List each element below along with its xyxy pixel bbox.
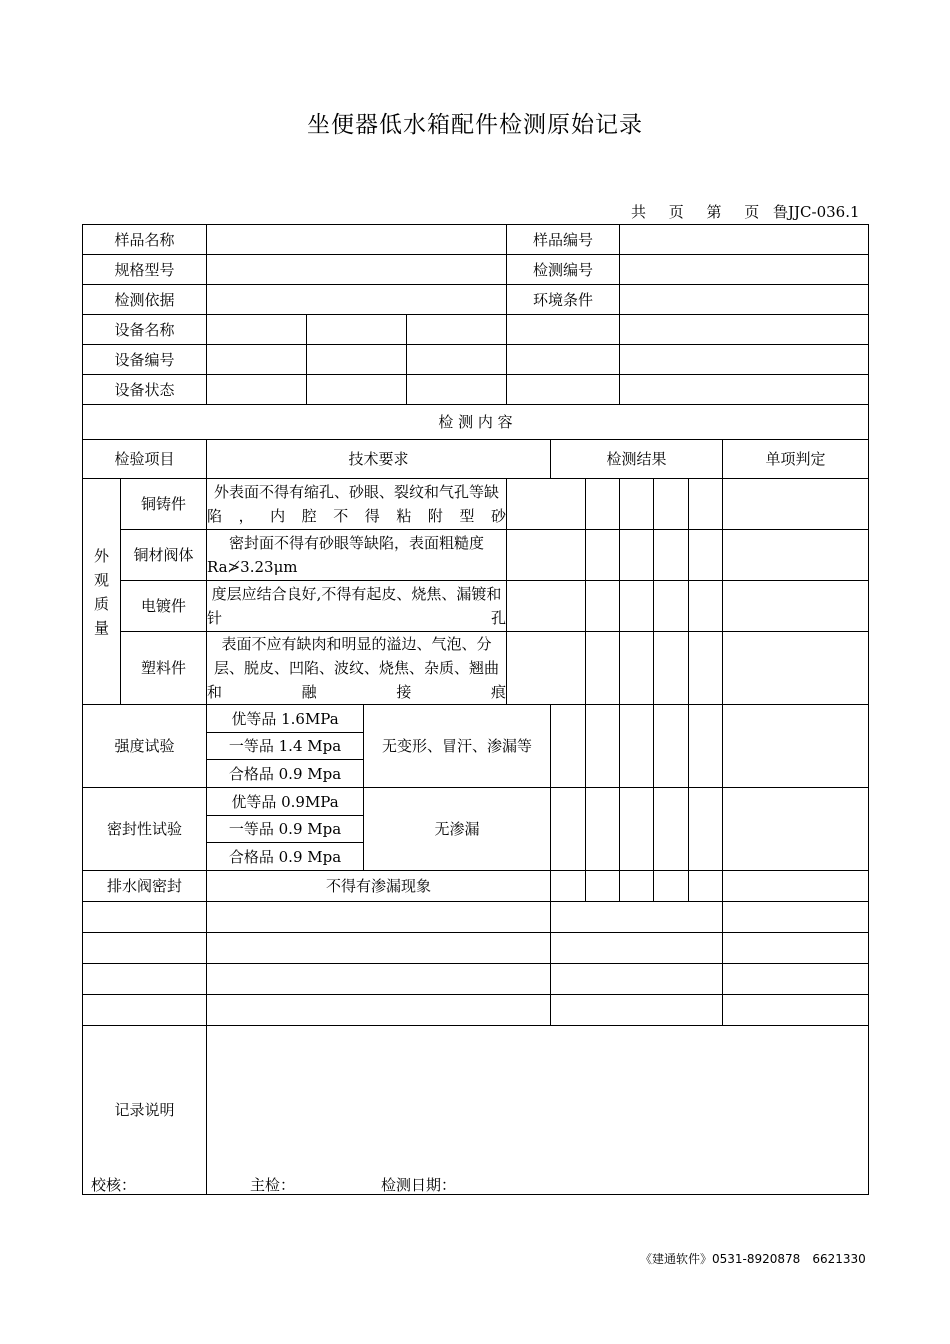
field-equip-no-2[interactable] [307,345,407,375]
blank-result-cell[interactable] [551,933,723,964]
appearance-requirement: 表面不应有缺肉和明显的溢边、气泡、分层、脱皮、凹陷、波纹、烧焦、杂质、翘曲和融接痕 [207,632,507,705]
blank-requirement-cell[interactable] [207,933,551,964]
result-cell[interactable] [551,788,586,871]
field-spec-model[interactable] [207,255,507,285]
appearance-group-label: 外观质量 [83,479,121,705]
result-cell[interactable] [551,705,586,788]
result-cell[interactable] [620,788,654,871]
strength-grade: 一等品 1.4 Mpa [207,733,364,760]
verdict-cell[interactable] [723,479,869,530]
strength-grade: 优等品 1.6MPa [207,705,364,733]
result-cell[interactable] [586,581,620,632]
blank-result-cell[interactable] [551,902,723,933]
label-sample-no: 样品编号 [507,225,620,255]
field-equip-name-5[interactable] [620,315,869,345]
main-inspector-label: 主检： [250,1176,296,1194]
blank-result-cell[interactable] [551,964,723,995]
result-cell[interactable] [689,705,723,788]
field-equip-name-2[interactable] [307,315,407,345]
sealing-grade: 一等品 0.9 Mpa [207,816,364,843]
field-equip-no-5[interactable] [620,345,869,375]
blank-item-cell[interactable] [83,964,207,995]
result-cell[interactable] [654,581,689,632]
test-date-label: 检测日期： [381,1176,457,1194]
field-test-basis[interactable] [207,285,507,315]
sealing-grade: 合格品 0.9 Mpa [207,843,364,871]
appearance-requirement: 密封面不得有砂眼等缺陷，表面粗糙度 Ra≯3.23μm [207,530,507,581]
result-cell[interactable] [586,705,620,788]
label-equip-no: 设备编号 [83,345,207,375]
verdict-cell[interactable] [723,871,869,902]
blank-requirement-cell[interactable] [207,995,551,1026]
sealing-requirement: 无渗漏 [364,788,551,871]
result-cell[interactable] [654,788,689,871]
label-test-no: 检测编号 [507,255,620,285]
field-equip-name-1[interactable] [207,315,307,345]
col-header-result: 检测结果 [551,440,723,479]
appearance-part: 铜材阀体 [121,530,207,581]
sealing-grade: 优等品 0.9MPa [207,788,364,816]
strength-grade: 合格品 0.9 Mpa [207,760,364,788]
field-sample-no[interactable] [620,225,869,255]
section-title: 检 测 内 容 [83,405,869,440]
appearance-part: 塑料件 [121,632,207,705]
page-title: 坐便器低水箱配件检测原始记录 [307,112,643,138]
result-cell[interactable] [620,479,654,530]
result-cell[interactable] [689,479,723,530]
result-cell[interactable] [654,871,689,902]
field-equip-no-3[interactable] [407,345,507,375]
review-signature-label: 校核： [91,1176,137,1194]
appearance-requirement: 度层应结合良好,不得有起皮、烧焦、漏镀和针孔 [207,581,507,632]
result-cell[interactable] [507,632,586,705]
result-cell[interactable] [586,871,620,902]
blank-requirement-cell[interactable] [207,902,551,933]
notes-field[interactable] [207,1026,869,1195]
label-sample-name: 样品名称 [83,225,207,255]
verdict-cell[interactable] [723,581,869,632]
page-counter: 共 页 第 页 [631,203,769,221]
result-cell[interactable] [689,530,723,581]
strength-test-label: 强度试验 [83,705,207,788]
drain-valve-requirement: 不得有渗漏现象 [207,871,551,902]
appearance-requirement: 外表面不得有缩孔、砂眼、裂纹和气孔等缺陷，内腔不得粘附型砂 [207,479,507,530]
label-equip-status: 设备状态 [83,375,207,405]
result-cell[interactable] [586,788,620,871]
field-equip-status-3[interactable] [407,375,507,405]
blank-requirement-cell[interactable] [207,964,551,995]
result-cell[interactable] [620,530,654,581]
field-equip-name-3[interactable] [407,315,507,345]
appearance-part: 电镀件 [121,581,207,632]
field-equip-status-2[interactable] [307,375,407,405]
result-cell[interactable] [689,788,723,871]
blank-verdict-cell[interactable] [723,995,869,1026]
result-cell[interactable] [620,632,654,705]
result-cell[interactable] [586,632,620,705]
col-header-verdict: 单项判定 [723,440,869,479]
label-env-conditions: 环境条件 [507,285,620,315]
col-header-requirement: 技术要求 [207,440,551,479]
field-sample-name[interactable] [207,225,507,255]
field-test-no[interactable] [620,255,869,285]
result-cell[interactable] [654,705,689,788]
field-equip-status-1[interactable] [207,375,307,405]
notes-label: 记录说明 [83,1026,207,1195]
result-cell[interactable] [620,581,654,632]
verdict-cell[interactable] [723,705,869,788]
blank-item-cell[interactable] [83,995,207,1026]
blank-verdict-cell[interactable] [723,964,869,995]
result-cell[interactable] [586,530,620,581]
field-equip-status-5[interactable] [620,375,869,405]
blank-item-cell[interactable] [83,933,207,964]
verdict-cell[interactable] [723,788,869,871]
result-cell[interactable] [689,871,723,902]
result-cell[interactable] [620,871,654,902]
drain-valve-label: 排水阀密封 [83,871,207,902]
label-spec-model: 规格型号 [83,255,207,285]
field-equip-no-4[interactable] [507,345,620,375]
result-cell[interactable] [507,581,586,632]
result-cell[interactable] [654,530,689,581]
field-env-conditions[interactable] [620,285,869,315]
sealing-test-label: 密封性试验 [83,788,207,871]
result-cell[interactable] [689,632,723,705]
field-equip-no-1[interactable] [207,345,307,375]
verdict-cell[interactable] [723,530,869,581]
strength-requirement: 无变形、冒汗、渗漏等 [364,705,551,788]
verdict-cell[interactable] [723,632,869,705]
label-test-basis: 检测依据 [83,285,207,315]
blank-item-cell[interactable] [83,902,207,933]
result-cell[interactable] [620,705,654,788]
result-cell[interactable] [551,871,586,902]
blank-verdict-cell[interactable] [723,902,869,933]
field-equip-name-4[interactable] [507,315,620,345]
blank-verdict-cell[interactable] [723,933,869,964]
software-credit: 《建通软件》0531-8920878 6621330 [640,1252,866,1266]
blank-result-cell[interactable] [551,995,723,1026]
result-cell[interactable] [654,479,689,530]
result-cell[interactable] [586,479,620,530]
result-cell[interactable] [654,632,689,705]
col-header-item: 检验项目 [83,440,207,479]
record-form [82,224,869,1195]
label-equip-name: 设备名称 [83,315,207,345]
appearance-part: 铜铸件 [121,479,207,530]
form-code: 鲁JJC-036.1 [773,203,860,221]
result-cell[interactable] [689,581,723,632]
field-equip-status-4[interactable] [507,375,620,405]
result-cell[interactable] [507,530,586,581]
result-cell[interactable] [507,479,586,530]
